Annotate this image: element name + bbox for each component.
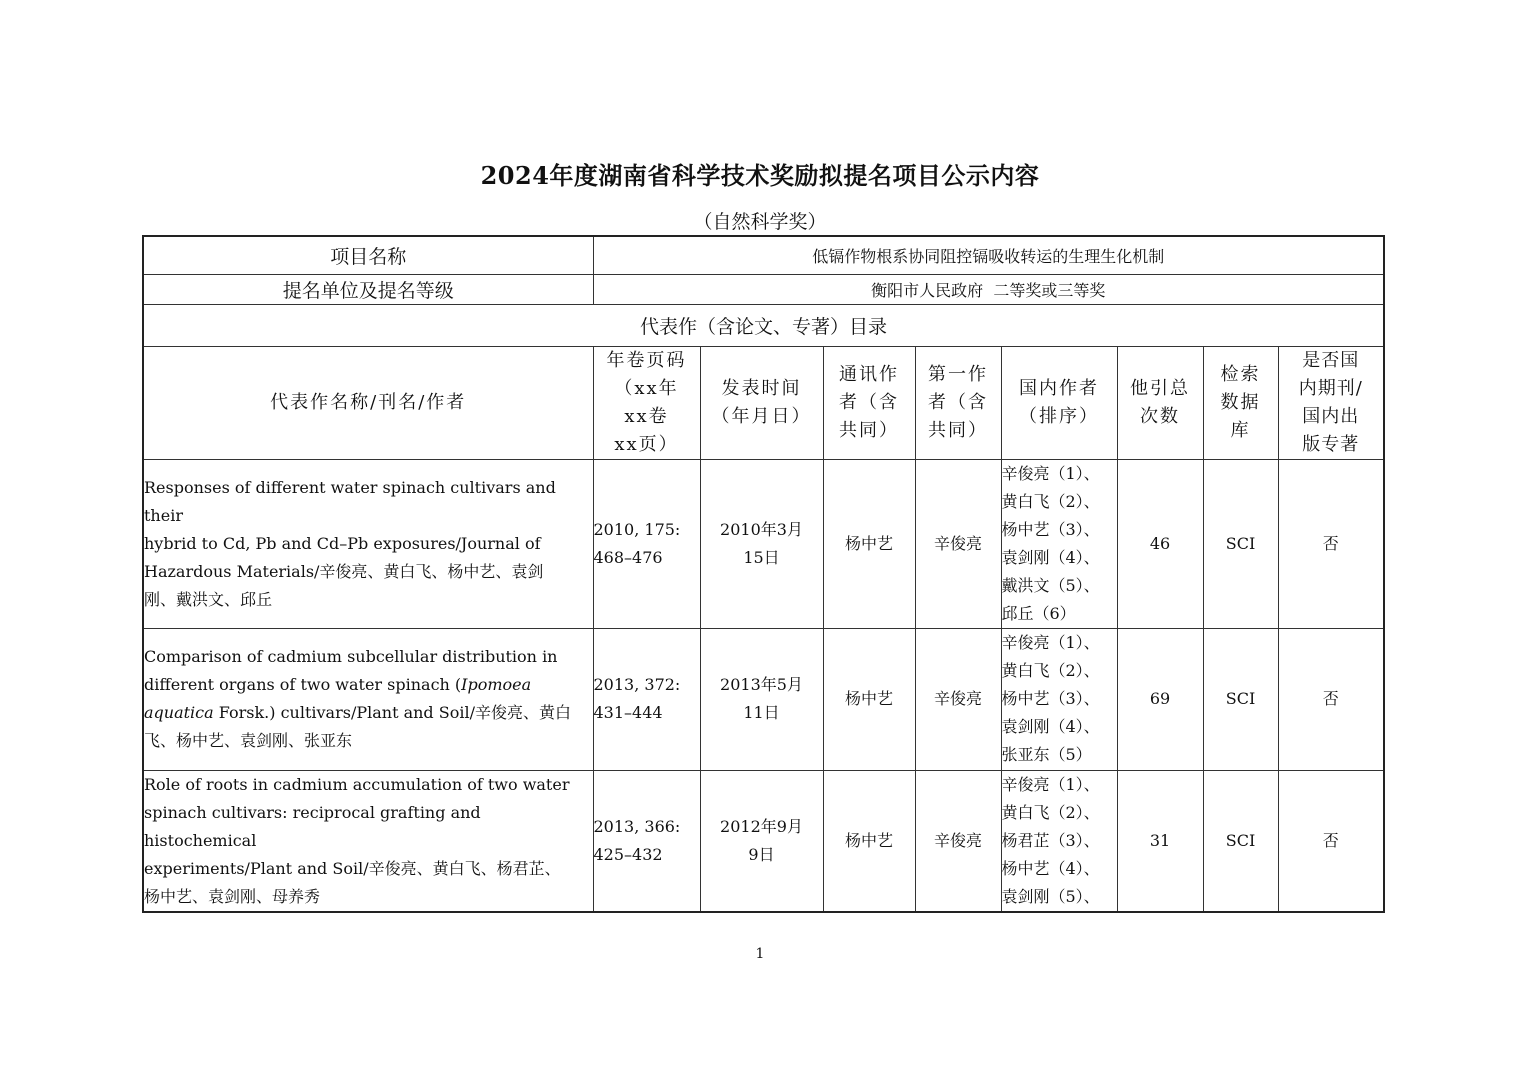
header-domestic-authors: 国内作者 （排序） bbox=[1001, 346, 1117, 459]
first-author: 辛俊亮 bbox=[915, 628, 1001, 770]
header-date: 发表时间 （年月日） bbox=[700, 346, 823, 459]
publish-date: 2013年5月 11日 bbox=[700, 628, 823, 770]
header-citations: 他引总 次数 bbox=[1117, 346, 1203, 459]
publish-date: 2012年9月 9日 bbox=[700, 770, 823, 912]
volume-pages: 2010, 175: 468–476 bbox=[593, 459, 700, 628]
nominator-value: 衡阳市人民政府 二等奖或三等奖 bbox=[593, 274, 1384, 304]
first-author: 辛俊亮 bbox=[915, 770, 1001, 912]
document-title: 2024年度湖南省科学技术奖励拟提名项目公示内容 bbox=[480, 161, 1040, 190]
header-corresponding: 通讯作 者（含 共同） bbox=[823, 346, 915, 459]
paper-title: Role of roots in cadmium accumulation of two water spinach cultivars: reciprocal grafting and histochemical experiments/Plant and Soil/辛俊亮、黄白飞、杨君芷、 杨中艺、袁剑刚、母养秀 bbox=[143, 770, 593, 912]
document-subtitle: （自然科学奖） bbox=[693, 211, 827, 233]
paper-title: Comparison of cadmium subcellular distribution in different organs of two water spinach (Ipomoea aquatica Forsk.) cultivars/Plant and Soil/辛俊亮、黄白 飞、杨中艺、袁剑刚、张亚东 bbox=[143, 628, 593, 770]
domestic-authors: 辛俊亮（1）、 黄白飞（2）、 杨中艺（3）、 袁剑刚（4）、 张亚东（5） bbox=[1001, 628, 1117, 770]
page-number: 1 bbox=[755, 946, 765, 962]
section-row bbox=[143, 304, 1384, 346]
database: SCI bbox=[1203, 628, 1278, 770]
header-row bbox=[143, 346, 1384, 459]
domestic-journal-flag: 否 bbox=[1278, 628, 1384, 770]
header-database: 检索 数据 库 bbox=[1203, 346, 1278, 459]
header-volume: 年卷页码 （xx年 xx卷 xx页） bbox=[593, 346, 700, 459]
section-title: 代表作（含论文、专著）目录 bbox=[143, 304, 1384, 346]
citation-count: 31 bbox=[1117, 770, 1203, 912]
first-author: 辛俊亮 bbox=[915, 459, 1001, 628]
paper-title: Responses of different water spinach cultivars and their hybrid to Cd, Pb and Cd–Pb exposures/Journal of Hazardous Materials/辛俊亮、黄白飞、杨中艺、袁剑 刚、戴洪文、邱丘 bbox=[143, 459, 593, 628]
domestic-authors: 辛俊亮（1）、 黄白飞（2）、 杨君芷（3）、 杨中艺（4）、 袁剑刚（5）、 bbox=[1001, 770, 1117, 912]
database: SCI bbox=[1203, 770, 1278, 912]
table-row bbox=[143, 770, 1384, 912]
table-row bbox=[143, 628, 1384, 770]
citation-count: 46 bbox=[1117, 459, 1203, 628]
domestic-journal-flag: 否 bbox=[1278, 770, 1384, 912]
corresponding-author: 杨中艺 bbox=[823, 770, 915, 912]
header-domestic-journal: 是否国 内期刊/ 国内出 版专著 bbox=[1278, 346, 1384, 459]
corresponding-author: 杨中艺 bbox=[823, 459, 915, 628]
domestic-journal-flag: 否 bbox=[1278, 459, 1384, 628]
corresponding-author: 杨中艺 bbox=[823, 628, 915, 770]
nominator-row bbox=[143, 274, 1384, 304]
header-paper-name: 代表作名称/刊名/作者 bbox=[143, 346, 593, 459]
citation-count: 69 bbox=[1117, 628, 1203, 770]
volume-pages: 2013, 372: 431–444 bbox=[593, 628, 700, 770]
publish-date: 2010年3月 15日 bbox=[700, 459, 823, 628]
domestic-authors: 辛俊亮（1）、 黄白飞（2）、 杨中艺（3）、 袁剑刚（4）、 戴洪文（5）、 邱丘（6） bbox=[1001, 459, 1117, 628]
nominator-label: 提名单位及提名等级 bbox=[143, 274, 593, 304]
database: SCI bbox=[1203, 459, 1278, 628]
header-first-author: 第一作 者（含 共同） bbox=[915, 346, 1001, 459]
project-name-row bbox=[143, 236, 1384, 274]
table-row bbox=[143, 459, 1384, 628]
volume-pages: 2013, 366: 425–432 bbox=[593, 770, 700, 912]
project-table bbox=[142, 235, 1385, 913]
project-name-value: 低镉作物根系协同阻控镉吸收转运的生理生化机制 bbox=[593, 236, 1384, 274]
project-name-label: 项目名称 bbox=[143, 236, 593, 274]
